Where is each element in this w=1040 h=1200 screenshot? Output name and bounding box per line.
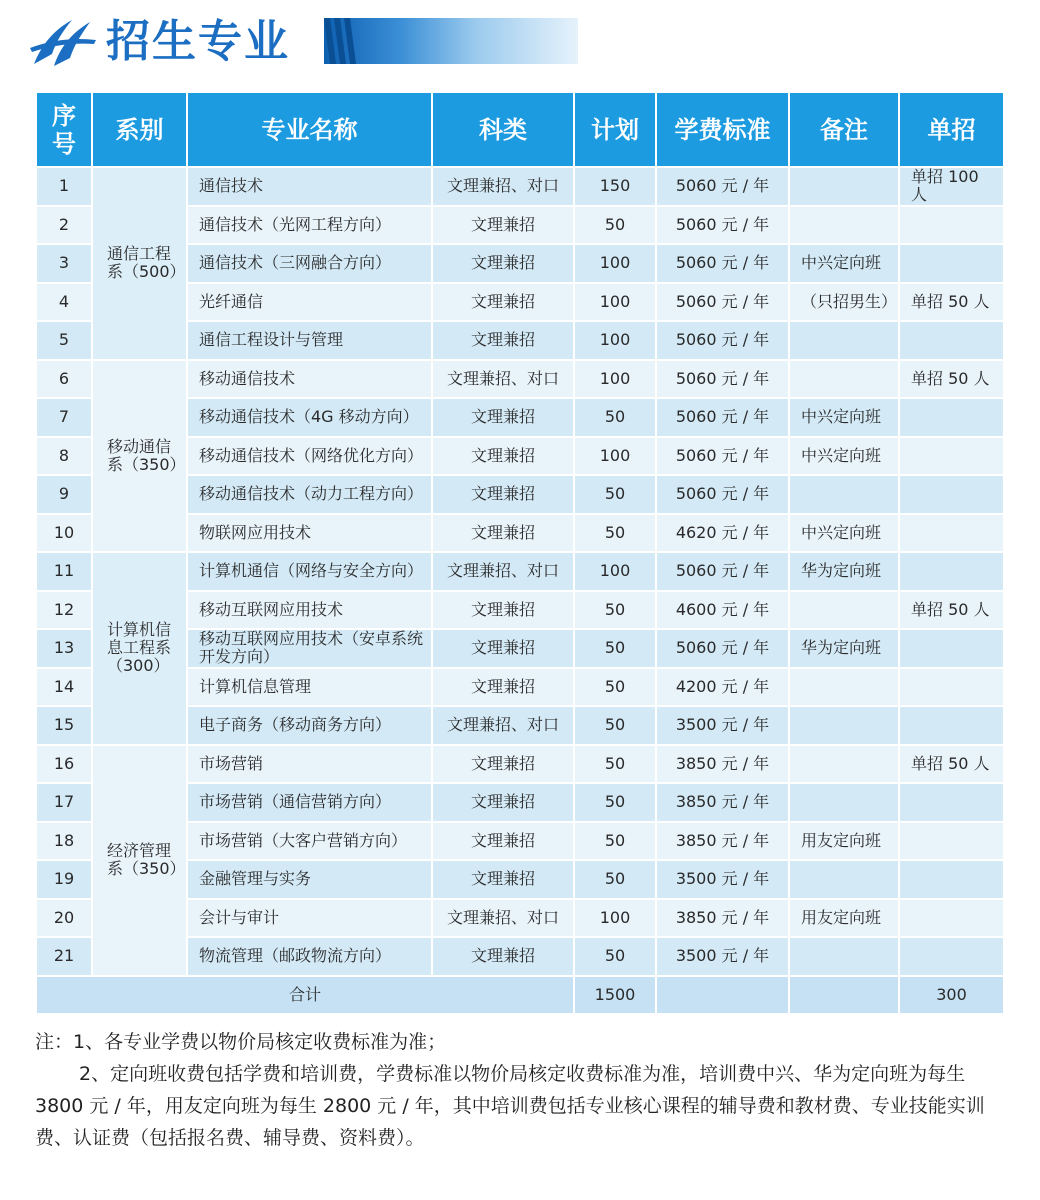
cell-plan: 50 bbox=[574, 860, 656, 899]
cell-major: 金融管理与实务 bbox=[187, 860, 432, 899]
cell-plan: 50 bbox=[574, 937, 656, 976]
total-plan: 1500 bbox=[574, 976, 656, 1015]
cell-note: （只招男生） bbox=[789, 283, 899, 322]
cell-major: 移动通信技术 bbox=[187, 360, 432, 399]
cell-major: 市场营销（通信营销方向） bbox=[187, 783, 432, 822]
table-total-row bbox=[36, 976, 1004, 1015]
cell-category: 文理兼招 bbox=[432, 591, 574, 630]
cell-department: 计算机信息工程系（300） bbox=[92, 552, 187, 745]
cell-plan: 50 bbox=[574, 591, 656, 630]
total-label: 合计 bbox=[36, 976, 574, 1015]
cell-fee: 3850 元 / 年 bbox=[656, 899, 789, 938]
cell-plan: 100 bbox=[574, 283, 656, 322]
cell-no: 20 bbox=[36, 899, 92, 938]
cell-fee: 5060 元 / 年 bbox=[656, 437, 789, 476]
cell-department: 通信工程系（500） bbox=[92, 167, 187, 360]
cell-plan: 50 bbox=[574, 629, 656, 668]
cell-no: 19 bbox=[36, 860, 92, 899]
cell-no: 4 bbox=[36, 283, 92, 322]
cell-no: 3 bbox=[36, 244, 92, 283]
cell-category: 文理兼招 bbox=[432, 475, 574, 514]
cell-category: 文理兼招 bbox=[432, 398, 574, 437]
cell-single bbox=[899, 475, 1004, 514]
cell-category: 文理兼招、对口 bbox=[432, 706, 574, 745]
cell-category: 文理兼招 bbox=[432, 629, 574, 668]
cell-note: 中兴定向班 bbox=[789, 398, 899, 437]
cell-single bbox=[899, 629, 1004, 668]
cell-single bbox=[899, 552, 1004, 591]
cell-no: 11 bbox=[36, 552, 92, 591]
header-major: 专业名称 bbox=[187, 92, 432, 167]
cell-single bbox=[899, 244, 1004, 283]
cell-fee: 5060 元 / 年 bbox=[656, 244, 789, 283]
cell-major: 通信技术（三网融合方向） bbox=[187, 244, 432, 283]
cell-plan: 50 bbox=[574, 706, 656, 745]
table-row bbox=[36, 745, 1004, 784]
header-no: 序号 bbox=[36, 92, 92, 167]
cell-category: 文理兼招、对口 bbox=[432, 360, 574, 399]
cell-major: 物联网应用技术 bbox=[187, 514, 432, 553]
cell-single bbox=[899, 899, 1004, 938]
cell-major: 市场营销（大客户营销方向） bbox=[187, 822, 432, 861]
cell-fee: 4600 元 / 年 bbox=[656, 591, 789, 630]
cell-major: 移动互联网应用技术（安卓系统开发方向） bbox=[187, 629, 432, 668]
cell-no: 18 bbox=[36, 822, 92, 861]
cell-single bbox=[899, 783, 1004, 822]
cell-note bbox=[789, 745, 899, 784]
cell-single bbox=[899, 937, 1004, 976]
table-header-row bbox=[36, 92, 1004, 167]
cell-plan: 50 bbox=[574, 475, 656, 514]
cell-single: 单招 100 人 bbox=[899, 167, 1004, 206]
cell-single bbox=[899, 668, 1004, 707]
note-1: 注：1、各专业学费以物价局核定收费标准为准； bbox=[35, 1031, 447, 1053]
cell-category: 文理兼招 bbox=[432, 283, 574, 322]
cell-note: 华为定向班 bbox=[789, 629, 899, 668]
total-fee bbox=[656, 976, 789, 1015]
cell-fee: 3500 元 / 年 bbox=[656, 937, 789, 976]
cell-plan: 150 bbox=[574, 167, 656, 206]
header-note: 备注 bbox=[789, 92, 899, 167]
cell-note bbox=[789, 937, 899, 976]
cell-note: 华为定向班 bbox=[789, 552, 899, 591]
cell-no: 12 bbox=[36, 591, 92, 630]
cell-note: 用友定向班 bbox=[789, 822, 899, 861]
cell-single bbox=[899, 398, 1004, 437]
cell-plan: 50 bbox=[574, 745, 656, 784]
cell-no: 6 bbox=[36, 360, 92, 399]
cell-category: 文理兼招 bbox=[432, 206, 574, 245]
table-row bbox=[36, 552, 1004, 591]
cell-fee: 5060 元 / 年 bbox=[656, 398, 789, 437]
page-header bbox=[28, 10, 588, 80]
header-department: 系别 bbox=[92, 92, 187, 167]
cell-note bbox=[789, 206, 899, 245]
cell-note bbox=[789, 860, 899, 899]
cell-fee: 3850 元 / 年 bbox=[656, 745, 789, 784]
cell-fee: 4200 元 / 年 bbox=[656, 668, 789, 707]
cell-fee: 5060 元 / 年 bbox=[656, 475, 789, 514]
cell-no: 15 bbox=[36, 706, 92, 745]
cell-plan: 100 bbox=[574, 244, 656, 283]
cell-note bbox=[789, 591, 899, 630]
cell-note: 用友定向班 bbox=[789, 899, 899, 938]
cell-single bbox=[899, 437, 1004, 476]
cell-single: 单招 50 人 bbox=[899, 591, 1004, 630]
cell-category: 文理兼招 bbox=[432, 937, 574, 976]
cell-plan: 50 bbox=[574, 822, 656, 861]
cell-category: 文理兼招、对口 bbox=[432, 899, 574, 938]
cell-major: 市场营销 bbox=[187, 745, 432, 784]
cell-no: 7 bbox=[36, 398, 92, 437]
cell-single bbox=[899, 822, 1004, 861]
cell-major: 移动通信技术（4G 移动方向） bbox=[187, 398, 432, 437]
cell-plan: 50 bbox=[574, 398, 656, 437]
cell-category: 文理兼招 bbox=[432, 783, 574, 822]
cell-major: 移动通信技术（网络优化方向） bbox=[187, 437, 432, 476]
cell-fee: 5060 元 / 年 bbox=[656, 629, 789, 668]
cell-major: 电子商务（移动商务方向） bbox=[187, 706, 432, 745]
cell-major: 移动通信技术（动力工程方向） bbox=[187, 475, 432, 514]
cell-department: 移动通信系（350） bbox=[92, 360, 187, 553]
cell-note bbox=[789, 360, 899, 399]
cell-department: 经济管理系（350） bbox=[92, 745, 187, 976]
cell-plan: 50 bbox=[574, 514, 656, 553]
total-note bbox=[789, 976, 899, 1015]
cell-single bbox=[899, 321, 1004, 360]
cell-note bbox=[789, 167, 899, 206]
cell-major: 计算机通信（网络与安全方向） bbox=[187, 552, 432, 591]
cell-single bbox=[899, 706, 1004, 745]
cell-no: 21 bbox=[36, 937, 92, 976]
cell-major: 物流管理（邮政物流方向） bbox=[187, 937, 432, 976]
school-logo-icon bbox=[28, 14, 98, 72]
cell-category: 文理兼招 bbox=[432, 745, 574, 784]
cell-note bbox=[789, 706, 899, 745]
cell-single bbox=[899, 206, 1004, 245]
cell-no: 13 bbox=[36, 629, 92, 668]
cell-fee: 5060 元 / 年 bbox=[656, 552, 789, 591]
cell-no: 1 bbox=[36, 167, 92, 206]
cell-note: 中兴定向班 bbox=[789, 437, 899, 476]
cell-fee: 3850 元 / 年 bbox=[656, 822, 789, 861]
cell-single bbox=[899, 860, 1004, 899]
cell-major: 通信技术 bbox=[187, 167, 432, 206]
table-row bbox=[36, 167, 1004, 206]
cell-fee: 3500 元 / 年 bbox=[656, 706, 789, 745]
cell-note bbox=[789, 668, 899, 707]
cell-category: 文理兼招、对口 bbox=[432, 552, 574, 591]
cell-plan: 100 bbox=[574, 899, 656, 938]
header-fee: 学费标准 bbox=[656, 92, 789, 167]
cell-no: 14 bbox=[36, 668, 92, 707]
cell-single: 单招 50 人 bbox=[899, 360, 1004, 399]
cell-plan: 50 bbox=[574, 668, 656, 707]
table-row bbox=[36, 360, 1004, 399]
cell-category: 文理兼招 bbox=[432, 321, 574, 360]
cell-major: 计算机信息管理 bbox=[187, 668, 432, 707]
cell-major: 移动互联网应用技术 bbox=[187, 591, 432, 630]
notes bbox=[35, 1026, 1010, 1154]
note-2: 2、定向班收费包括学费和培训费，学费标准以物价局核定收费标准为准，培训费中兴、华为定向班为每生 3800 元 / 年，用友定向班为每生 2800 元 / 年，其中培训费包括专业核心课程的辅导费和教材费、专业技能实训费、认证费（包括报名费、辅导费、资料费）。 bbox=[35, 1063, 985, 1149]
cell-note: 中兴定向班 bbox=[789, 244, 899, 283]
cell-plan: 50 bbox=[574, 783, 656, 822]
cell-no: 10 bbox=[36, 514, 92, 553]
header-single: 单招 bbox=[899, 92, 1004, 167]
cell-single: 单招 50 人 bbox=[899, 745, 1004, 784]
cell-plan: 100 bbox=[574, 437, 656, 476]
cell-fee: 5060 元 / 年 bbox=[656, 283, 789, 322]
admissions-table bbox=[35, 91, 1005, 1015]
cell-major: 会计与审计 bbox=[187, 899, 432, 938]
cell-plan: 100 bbox=[574, 552, 656, 591]
cell-category: 文理兼招 bbox=[432, 437, 574, 476]
cell-fee: 5060 元 / 年 bbox=[656, 360, 789, 399]
cell-category: 文理兼招 bbox=[432, 668, 574, 707]
cell-single: 单招 50 人 bbox=[899, 283, 1004, 322]
cell-note bbox=[789, 475, 899, 514]
cell-single bbox=[899, 514, 1004, 553]
cell-note bbox=[789, 783, 899, 822]
page-title: 招生专业 bbox=[106, 16, 290, 67]
cell-category: 文理兼招 bbox=[432, 822, 574, 861]
cell-category: 文理兼招 bbox=[432, 514, 574, 553]
cell-plan: 50 bbox=[574, 206, 656, 245]
header-plan: 计划 bbox=[574, 92, 656, 167]
cell-no: 9 bbox=[36, 475, 92, 514]
cell-note: 中兴定向班 bbox=[789, 514, 899, 553]
cell-plan: 100 bbox=[574, 321, 656, 360]
cell-no: 8 bbox=[36, 437, 92, 476]
cell-category: 文理兼招 bbox=[432, 244, 574, 283]
cell-category: 文理兼招、对口 bbox=[432, 167, 574, 206]
cell-note bbox=[789, 321, 899, 360]
cell-plan: 100 bbox=[574, 360, 656, 399]
cell-no: 17 bbox=[36, 783, 92, 822]
cell-category: 文理兼招 bbox=[432, 860, 574, 899]
banner-stripes bbox=[324, 18, 364, 64]
header-category: 科类 bbox=[432, 92, 574, 167]
cell-no: 2 bbox=[36, 206, 92, 245]
total-single: 300 bbox=[899, 976, 1004, 1015]
cell-major: 通信技术（光网工程方向） bbox=[187, 206, 432, 245]
cell-major: 通信工程设计与管理 bbox=[187, 321, 432, 360]
cell-fee: 5060 元 / 年 bbox=[656, 167, 789, 206]
cell-no: 5 bbox=[36, 321, 92, 360]
cell-major: 光纤通信 bbox=[187, 283, 432, 322]
cell-fee: 3500 元 / 年 bbox=[656, 860, 789, 899]
cell-fee: 5060 元 / 年 bbox=[656, 206, 789, 245]
cell-fee: 5060 元 / 年 bbox=[656, 321, 789, 360]
cell-fee: 3850 元 / 年 bbox=[656, 783, 789, 822]
cell-fee: 4620 元 / 年 bbox=[656, 514, 789, 553]
cell-no: 16 bbox=[36, 745, 92, 784]
